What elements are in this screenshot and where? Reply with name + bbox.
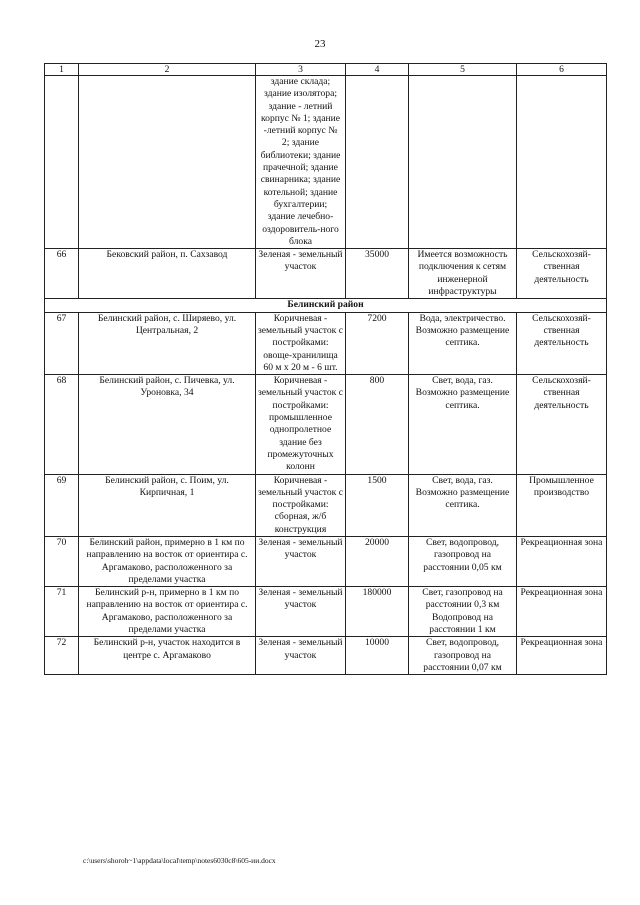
row-area: 20000	[346, 536, 409, 586]
row-usage: Сельскохозяй-ственная деятельность	[517, 249, 607, 299]
row-infrastructure	[409, 76, 517, 249]
row-description: Коричневая - земельный участок с постройками: сборная, ж/б конструкция	[256, 474, 346, 536]
row-description: Коричневая - земельный участок с постройками: промышленное однопролетное здание без промежуточных колонн	[256, 375, 346, 474]
row-infrastructure: Свет, водопровод, газопровод на расстоянии 0,05 км	[409, 536, 517, 586]
row-area	[346, 76, 409, 249]
row-usage	[517, 76, 607, 249]
row-number: 72	[45, 637, 79, 675]
row-area: 7200	[346, 312, 409, 374]
row-description: Зеленая - земельный участок	[256, 637, 346, 675]
table-row	[45, 587, 607, 637]
table-row-continuation	[45, 76, 607, 249]
column-header: 3	[256, 64, 346, 76]
row-usage: Рекреационная зона	[517, 587, 607, 637]
row-location: Белинский район, с. Ширяево, ул. Центральная, 2	[79, 312, 256, 374]
row-infrastructure: Свет, вода, газ. Возможно размещение септика.	[409, 375, 517, 474]
row-area: 35000	[346, 249, 409, 299]
column-header: 2	[79, 64, 256, 76]
column-header: 4	[346, 64, 409, 76]
row-description: Зеленая - земельный участок	[256, 587, 346, 637]
row-infrastructure: Вода, электричество. Возможно размещение септика.	[409, 312, 517, 374]
row-infrastructure: Свет, водопровод, газопровод на расстоянии 0,07 км	[409, 637, 517, 675]
row-number	[45, 76, 79, 249]
column-number-row	[45, 64, 607, 76]
table-row	[45, 312, 607, 374]
row-infrastructure: Свет, газопровод на расстоянии 0,3 км Водопровод на расстоянии 1 км	[409, 587, 517, 637]
row-number: 70	[45, 536, 79, 586]
row-description: Зеленая - земельный участок	[256, 249, 346, 299]
row-number: 66	[45, 249, 79, 299]
column-header: 1	[45, 64, 79, 76]
row-area: 10000	[346, 637, 409, 675]
row-usage: Промышленное производство	[517, 474, 607, 536]
footer-file-path: c:\users\shoroh~1\appdata\local\temp\notes6030c8\605-ии.docx	[83, 856, 276, 865]
row-description: Зеленая - земельный участок	[256, 536, 346, 586]
row-number: 68	[45, 375, 79, 474]
row-usage: Сельскохозяй-ственная деятельность	[517, 312, 607, 374]
row-usage: Сельскохозяй-ственная деятельность	[517, 375, 607, 474]
row-usage: Рекреационная зона	[517, 637, 607, 675]
row-area: 800	[346, 375, 409, 474]
row-description: Коричневая - земельный участок с постройками: овоще-хранилища 60 м х 20 м - 6 шт.	[256, 312, 346, 374]
table-row	[45, 536, 607, 586]
land-plots-table	[44, 63, 607, 675]
section-title: Белинский район	[45, 299, 607, 312]
table-row	[45, 249, 607, 299]
row-location: Белинский район, с. Поим, ул. Кирпичная, 1	[79, 474, 256, 536]
table-row	[45, 375, 607, 474]
row-location: Белинский р-н, примерно в 1 км по направлению на восток от ориентира с. Аргамаково, расположенного за пределами участка	[79, 587, 256, 637]
row-number: 71	[45, 587, 79, 637]
row-description: здание склада; здание изолятора; здание - летний корпус № 1; здание -летний корпус № 2; здание библиотеки; здание прачечной; здание свинарника; здание котельной; здание бухгалтерии; здание лечебно-оздоровитель-ного блока	[256, 76, 346, 249]
row-location: Белинский район, с. Пичевка, ул. Уроновка, 34	[79, 375, 256, 474]
row-number: 67	[45, 312, 79, 374]
row-infrastructure: Имеется возможность подключения к сетям инженерной инфраструктуры	[409, 249, 517, 299]
row-location	[79, 76, 256, 249]
table-row	[45, 637, 607, 675]
row-usage: Рекреационная зона	[517, 536, 607, 586]
column-header: 5	[409, 64, 517, 76]
table-row	[45, 474, 607, 536]
row-location: Бековский район, п. Сахзавод	[79, 249, 256, 299]
row-location: Белинский район, примерно в 1 км по направлению на восток от ориентира с. Аргамаково, расположенного за пределами участка	[79, 536, 256, 586]
section-row	[45, 299, 607, 312]
row-location: Белинский р-н, участок находится в центре с. Аргамаково	[79, 637, 256, 675]
row-infrastructure: Свет, вода, газ. Возможно размещение септика.	[409, 474, 517, 536]
row-area: 1500	[346, 474, 409, 536]
row-area: 180000	[346, 587, 409, 637]
row-number: 69	[45, 474, 79, 536]
column-header: 6	[517, 64, 607, 76]
page-number: 23	[314, 38, 326, 50]
